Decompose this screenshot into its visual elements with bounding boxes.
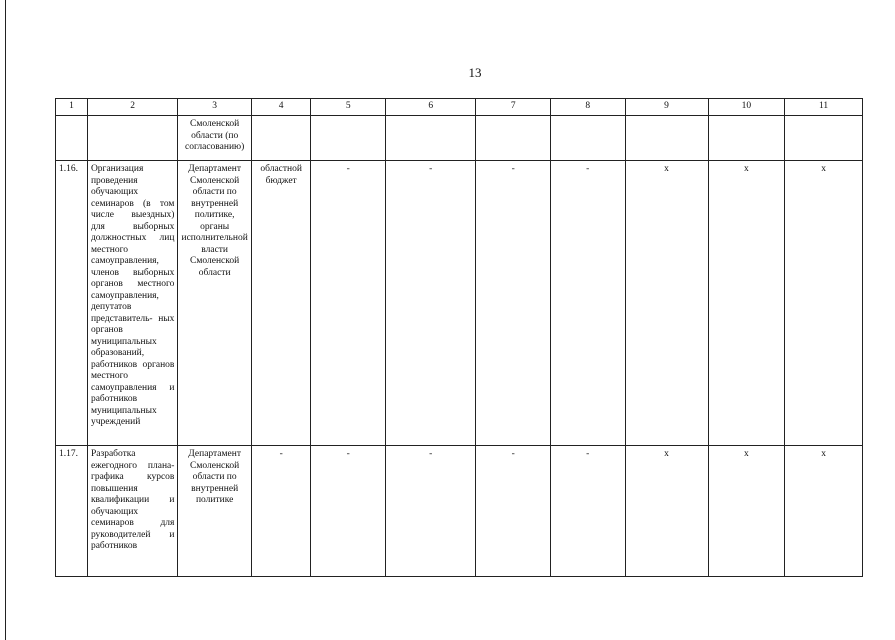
value-cell: - (551, 161, 626, 446)
table-cell (311, 116, 386, 161)
column-header: 10 (708, 99, 785, 116)
table-cell (87, 116, 177, 161)
value-cell: - (476, 161, 551, 446)
column-header: 2 (87, 99, 177, 116)
column-header: 1 (56, 99, 88, 116)
program-table (55, 98, 863, 577)
value-cell: х (708, 446, 785, 577)
column-header: 9 (625, 99, 708, 116)
description-cell: Разработка ежегодного плана-графика курсов повышения квалификации и обучающих семинаров для руководителей и работников (87, 446, 177, 577)
column-header: 6 (386, 99, 476, 116)
value-cell: х (785, 161, 863, 446)
value-cell: х (708, 161, 785, 446)
column-number-row (56, 99, 863, 116)
table-cell (708, 116, 785, 161)
value-cell: - (386, 446, 476, 577)
value-cell: х (625, 161, 708, 446)
value-cell: х (625, 446, 708, 577)
row-number-cell: 1.17. (56, 446, 88, 577)
column-header: 3 (178, 99, 251, 116)
row-number-cell: 1.16. (56, 161, 88, 446)
executor-continuation-cell: Смоленской области (по согласованию) (178, 116, 251, 161)
table-cell (785, 116, 863, 161)
table-cell (625, 116, 708, 161)
table-row (56, 446, 863, 577)
table-cell (551, 116, 626, 161)
column-header: 5 (311, 99, 386, 116)
value-cell: х (785, 446, 863, 577)
column-header: 7 (476, 99, 551, 116)
continuation-row (56, 116, 863, 161)
value-cell: - (551, 446, 626, 577)
table-row (56, 161, 863, 446)
table-cell (386, 116, 476, 161)
table-cell (251, 116, 311, 161)
funding-source-cell: - (251, 446, 311, 577)
value-cell: - (476, 446, 551, 577)
executor-cell: Департамент Смоленской области по внутренней политике, органы исполнительной власти Смоленской области (178, 161, 251, 446)
value-cell: - (386, 161, 476, 446)
table-cell (476, 116, 551, 161)
value-cell: - (311, 161, 386, 446)
description-cell: Организация проведения обучающих семинаров (в том числе выездных) для выборных должностных лиц местного самоуправления, членов выборных органов местного самоуправления, депутатов представитель- ных органов муниципальных образований, работников органов местного самоуправления и работников муниципальных учреждений (87, 161, 177, 446)
column-header: 11 (785, 99, 863, 116)
column-header: 8 (551, 99, 626, 116)
value-cell: - (311, 446, 386, 577)
executor-cell: Департамент Смоленской области по внутренней политике (178, 446, 251, 577)
funding-source-cell: областной бюджет (251, 161, 311, 446)
column-header: 4 (251, 99, 311, 116)
page-margin-rule (5, 0, 6, 640)
page-number: 13 (468, 65, 482, 80)
table-cell (56, 116, 88, 161)
